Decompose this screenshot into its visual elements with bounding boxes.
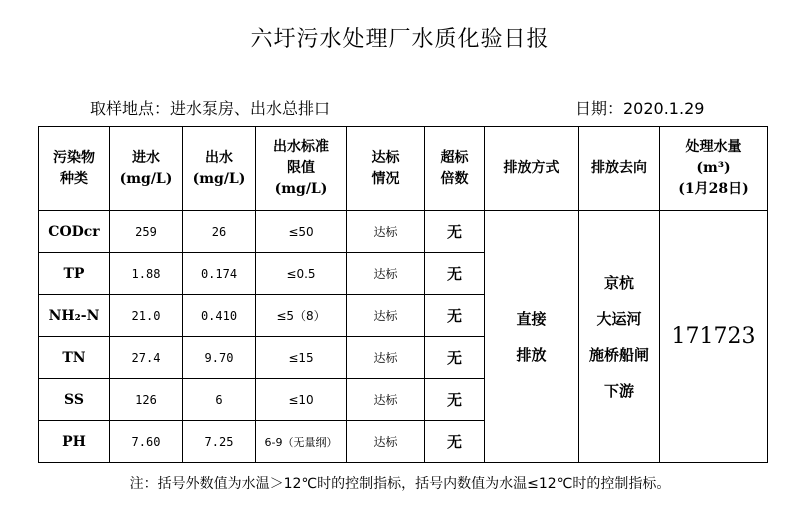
sampling-location: 取样地点：进水泵房、出水总排口 <box>90 99 331 118</box>
influent-cell: 27.4 <box>110 337 183 379</box>
header-limit-line3: (mg/L) <box>274 181 328 197</box>
limit-cell: 6-9（无量纲） <box>256 421 347 463</box>
header-flow-line3: (1月28日) <box>678 181 749 197</box>
header-exceed-line1: 超标 <box>440 149 469 166</box>
status-cell: 达标 <box>347 421 425 463</box>
discharge-dest-line2: 大运河 <box>596 309 642 328</box>
status-cell: 达标 <box>347 379 425 421</box>
pollutant-cell: TN <box>39 337 110 379</box>
influent-cell: 21.0 <box>110 295 183 337</box>
header-pollutant <box>39 127 110 211</box>
header-status-line2: 情况 <box>371 170 400 187</box>
header-status <box>347 127 425 211</box>
header-influent <box>110 127 183 211</box>
exceed-cell: 无 <box>425 211 485 253</box>
header-exceed-line2: 倍数 <box>440 170 469 187</box>
header-status-line1: 达标 <box>371 149 400 166</box>
header-discharge-method: 排放方式 <box>485 127 579 211</box>
effluent-cell: 0.174 <box>183 253 256 295</box>
header-limit-line1: 出水标准 <box>273 139 329 155</box>
pollutant-cell: NH₂-N <box>39 295 110 337</box>
header-flow-line2: (m³) <box>696 160 731 176</box>
header-effluent <box>183 127 256 211</box>
exceed-cell: 无 <box>425 379 485 421</box>
limit-cell: ≤15 <box>256 337 347 379</box>
limit-cell: ≤0.5 <box>256 253 347 295</box>
discharge-method-line1: 直接 <box>516 309 547 328</box>
status-cell: 达标 <box>347 337 425 379</box>
influent-cell: 126 <box>110 379 183 421</box>
effluent-cell: 26 <box>183 211 256 253</box>
exceed-cell: 无 <box>425 421 485 463</box>
header-pollutant-line2: 种类 <box>60 170 88 187</box>
exceed-cell: 无 <box>425 253 485 295</box>
header-flow-line1: 处理水量 <box>685 139 742 155</box>
effluent-cell: 7.25 <box>183 421 256 463</box>
header-influent-line2: (mg/L) <box>119 170 173 187</box>
limit-cell: ≤50 <box>256 211 347 253</box>
header-discharge-dest: 排放去向 <box>579 127 660 211</box>
header-effluent-line1: 出水 <box>205 149 233 166</box>
status-cell: 达标 <box>347 295 425 337</box>
limit-cell: ≤10 <box>256 379 347 421</box>
discharge-method-cell <box>485 211 579 463</box>
discharge-dest-cell <box>579 211 660 463</box>
flow-value-cell: 171723 <box>660 211 768 463</box>
discharge-dest-line3: 施桥船闸 <box>588 345 649 364</box>
pollutant-cell: PH <box>39 421 110 463</box>
effluent-cell: 6 <box>183 379 256 421</box>
header-pollutant-line1: 污染物 <box>53 149 95 166</box>
status-cell: 达标 <box>347 253 425 295</box>
table-header-row <box>39 127 768 211</box>
status-cell: 达标 <box>347 211 425 253</box>
influent-cell: 1.88 <box>110 253 183 295</box>
header-limit <box>256 127 347 211</box>
exceed-cell: 无 <box>425 337 485 379</box>
exceed-cell: 无 <box>425 295 485 337</box>
discharge-dest-line4: 下游 <box>603 381 634 400</box>
header-exceed <box>425 127 485 211</box>
pollutant-cell: TP <box>39 253 110 295</box>
pollutant-cell: CODcr <box>39 211 110 253</box>
report-date: 日期：2020.1.29 <box>575 99 705 118</box>
footnote: 注：括号外数值为水温＞12℃时的控制指标，括号内数值为水温≤12℃时的控制指标。 <box>129 476 671 492</box>
discharge-dest-line1: 京杭 <box>603 273 634 292</box>
header-limit-line2: 限值 <box>287 160 315 176</box>
table-row <box>39 211 768 253</box>
page-title: 六圩污水处理厂水质化验日报 <box>250 27 550 52</box>
effluent-cell: 0.410 <box>183 295 256 337</box>
header-flow <box>660 127 768 211</box>
water-quality-table <box>38 126 768 463</box>
header-effluent-line2: (mg/L) <box>192 170 246 187</box>
discharge-method-line2: 排放 <box>516 345 547 364</box>
limit-cell: ≤5（8） <box>256 295 347 337</box>
effluent-cell: 9.70 <box>183 337 256 379</box>
header-influent-line1: 进水 <box>132 149 160 166</box>
influent-cell: 259 <box>110 211 183 253</box>
influent-cell: 7.60 <box>110 421 183 463</box>
pollutant-cell: SS <box>39 379 110 421</box>
